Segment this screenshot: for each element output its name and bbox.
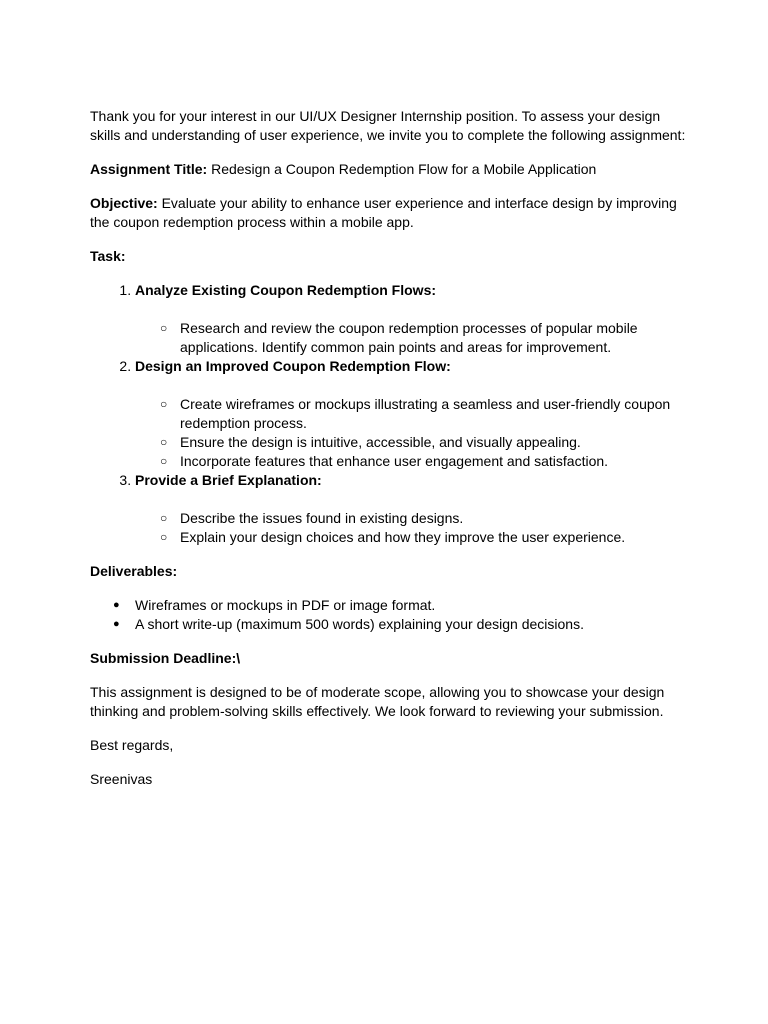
- task-item: [135, 281, 690, 357]
- task-heading: Task:: [90, 248, 126, 264]
- dot-bullet-icon: ●: [113, 618, 120, 630]
- deliverables-list: [90, 596, 690, 634]
- task-list: [90, 281, 690, 547]
- circle-bullet-icon: ○: [160, 321, 168, 335]
- task-item: [135, 357, 690, 471]
- task-subitems: [135, 319, 690, 357]
- objective-line: [90, 194, 690, 232]
- deliverable-text: Wireframes or mockups in PDF or image format.: [135, 597, 436, 613]
- task-subitem: [160, 319, 690, 357]
- task-subitem-text: Explain your design choices and how they improve the user experience.: [180, 529, 626, 545]
- signature: Sreenivas: [90, 771, 153, 787]
- task-title: 3. Provide a Brief Explanation:: [135, 472, 322, 488]
- assignment-title-label: Assignment Title:: [90, 161, 208, 177]
- deliverable-item: [113, 596, 690, 615]
- task-subitem-text: Incorporate features that enhance user engagement and satisfaction.: [180, 453, 609, 469]
- document-body: [90, 107, 690, 804]
- task-title: 2. Design an Improved Coupon Redemption Flow:: [135, 358, 451, 374]
- task-item: [135, 471, 690, 547]
- task-subitem-text: Ensure the design is intuitive, accessible, and visually appealing.: [180, 434, 581, 450]
- task-subitem-text: Research and review the coupon redemption processes of popular mobile applications. Identify common pain points and areas for improvement.: [180, 320, 638, 355]
- task-subitem: [160, 433, 690, 452]
- task-subitem: [160, 509, 690, 528]
- deliverable-item: [113, 615, 690, 634]
- deadline-heading: Submission Deadline:\: [90, 650, 241, 666]
- assignment-title-text: Redesign a Coupon Redemption Flow for a Mobile Application: [207, 161, 597, 177]
- circle-bullet-icon: ○: [160, 530, 168, 544]
- task-subitem-text: Describe the issues found in existing designs.: [180, 510, 464, 526]
- dot-bullet-icon: ●: [113, 599, 120, 611]
- task-subitem: [160, 452, 690, 471]
- task-subitem: [160, 528, 690, 547]
- circle-bullet-icon: ○: [160, 454, 168, 468]
- intro-paragraph: Thank you for your interest in our UI/UX Designer Internship position. To assess your design skills and understanding of user experience, we invite you to complete the following assignment:: [90, 108, 686, 143]
- assignment-title-line: [90, 160, 690, 179]
- task-subitems: [135, 395, 690, 471]
- circle-bullet-icon: ○: [160, 397, 168, 411]
- circle-bullet-icon: ○: [160, 435, 168, 449]
- objective-text: Evaluate your ability to enhance user experience and interface design by improving the coupon redemption process within a mobile app.: [90, 195, 677, 230]
- deliverables-heading: Deliverables:: [90, 563, 178, 579]
- regards-line: Best regards,: [90, 737, 174, 753]
- deliverable-text: A short write-up (maximum 500 words) explaining your design decisions.: [135, 616, 584, 632]
- task-subitem: [160, 395, 690, 433]
- closing-paragraph: This assignment is designed to be of moderate scope, allowing you to showcase your design thinking and problem-solving skills effectively. We look forward to reviewing your submission.: [90, 684, 665, 719]
- task-subitem-text: Create wireframes or mockups illustrating a seamless and user-friendly coupon redemption process.: [180, 396, 671, 431]
- task-title: 1. Analyze Existing Coupon Redemption Flows:: [135, 282, 437, 298]
- task-subitems: [135, 509, 690, 547]
- objective-label: Objective:: [90, 195, 158, 211]
- circle-bullet-icon: ○: [160, 511, 168, 525]
